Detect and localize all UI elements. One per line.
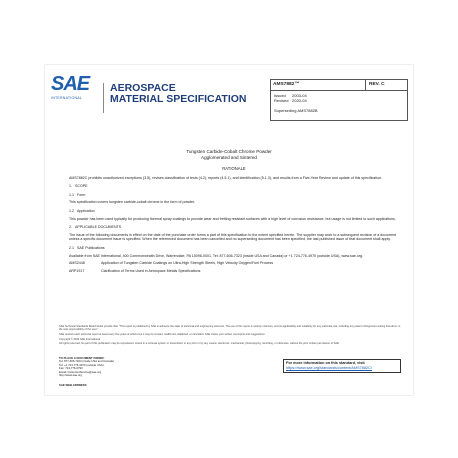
revision-label: REV. C	[369, 82, 385, 87]
footer-rights: All rights reserved. No part of this publication may be reproduced, stored in a retrieval system or transmitted, in any form or by any means, electronic, mechanical, photocopying, recording, or otherwise, without the prior written permission of SAE.	[59, 342, 340, 346]
superseding-row	[274, 108, 318, 113]
rationale-text: AMS7882C prohibits unauthorized exceptions (3.5), revises classification of tests (4.2), reports (4.5.1), and identification (5.1.3), and results from a Five-Year Review and update of this specification.	[69, 175, 383, 180]
issued-value: 2003-04	[292, 93, 307, 98]
box-row-divider	[271, 90, 407, 91]
reference-id: AMS2448	[69, 261, 85, 266]
reference-title: Clarification of Terms Used in Aerospace Metals Specifications	[101, 268, 201, 273]
footer-notes	[59, 325, 401, 347]
issued-label: Issued	[274, 93, 286, 98]
section-heading-applicable-documents: 2. APPLICABLE DOCUMENTS	[69, 225, 122, 230]
sae-web-address: SAE WEB ADDRESS:	[59, 383, 88, 387]
sae-logo	[51, 73, 99, 107]
order-http: http://www.sae.org	[59, 373, 83, 378]
document-number: AMS7882™	[273, 82, 300, 87]
subtitle-line-1: Tungsten Carbide-Cobalt Chrome Powder	[186, 149, 272, 154]
document-body	[69, 167, 399, 276]
feedback-box	[283, 359, 401, 373]
subtitle-line-2: Agglomerated and Sintered	[201, 155, 257, 160]
revised-value: 2020-04	[292, 98, 307, 103]
revised-row	[274, 98, 307, 103]
sae-publications-text: Available from SAE International, 400 Commonwealth Drive, Warrendale, PA 15096-0001, Tel: 877-606-7323 (inside USA and Canada) or +1 724-776-4970 (outside USA), www.sae.org.	[69, 253, 364, 258]
order-contact	[59, 357, 259, 377]
rationale-heading: RATIONALE	[222, 166, 246, 171]
reference-row	[69, 269, 399, 274]
applicable-documents-text: The issue of the following documents in effect on the date of the purchase order forms a part of this specification to the extent specified herein. The supplier may work to a subsequent revision of a document unless a specific document issue is specified. When the referenced document has been cancelled and no superseding document has been specified, the last published issue of that document shall apply.	[69, 232, 397, 242]
box-divider	[365, 80, 366, 90]
revised-label: Revised	[274, 98, 289, 103]
reference-row	[69, 261, 399, 266]
title-line-2: MATERIAL SPECIFICATION	[110, 93, 247, 105]
document-page	[45, 65, 413, 395]
document-subtitle	[45, 149, 413, 161]
logo-subtext: INTERNATIONAL	[51, 96, 83, 100]
section-heading-form: 1.1 Form	[69, 192, 86, 197]
form-text: This specification covers tungsten carbide-cobalt chrome in the form of powder.	[69, 200, 196, 205]
superseding-text: Superseding AMS7882B	[274, 108, 318, 113]
feedback-link[interactable]: https://www.sae.org/standards/content/AMS7882C/	[286, 365, 372, 370]
footer-copyright: Copyright © 2020 SAE International	[59, 337, 101, 341]
feedback-title: For more information on this standard, visit	[286, 361, 365, 365]
document-header	[45, 67, 413, 145]
section-heading-scope: 1. SCOPE	[69, 184, 88, 189]
order-tel-2: Tel: +1 724-776-4970 (outside USA)	[59, 362, 104, 367]
logo-mark: SAE	[51, 73, 90, 95]
document-id-box	[270, 79, 408, 121]
reference-id: ARP1917	[69, 268, 85, 273]
reference-title: Application of Tungsten Carbide Coatings on Ultra-High Strength Steels, High Velocity Oxygen/Fuel Process	[101, 261, 273, 266]
section-heading-application: 1.2 Application	[69, 208, 95, 213]
order-email: Email: CustomerService@sae.org	[59, 369, 102, 374]
footer-note-2: SAE reviews each technical report at least every five years at which time it may be revised, reaffirmed, stabilized, or cancelled. SAE invites your written comments and suggestions.	[59, 332, 266, 336]
order-label: TO PLACE A DOCUMENT ORDER:	[59, 356, 105, 360]
order-tel-1: Tel: 877-606-7323 (inside USA and Canada)	[59, 359, 114, 364]
application-text: This powder has been used typically for producing thermal spray coatings to provide wear and fretting resistant surfaces with a high level of corrosion resistance, but usage is not limited to such applications.	[69, 216, 396, 221]
order-fax: Fax: 724-776-0790	[59, 366, 83, 371]
title-line-1: AEROSPACE	[110, 82, 176, 94]
footer-note-1: SAE Technical Standards Board Rules provide that: "This report is published by SAE to advance the state of technical and engineering sciences. The use of this report is entirely voluntary, and its applicability and suitability for any particular use, including any patent infringement arising therefrom, is the sole responsibility of the user."	[59, 325, 401, 332]
section-heading-sae-publications: 2.1 SAE Publications	[69, 245, 105, 250]
title-block	[103, 83, 248, 113]
